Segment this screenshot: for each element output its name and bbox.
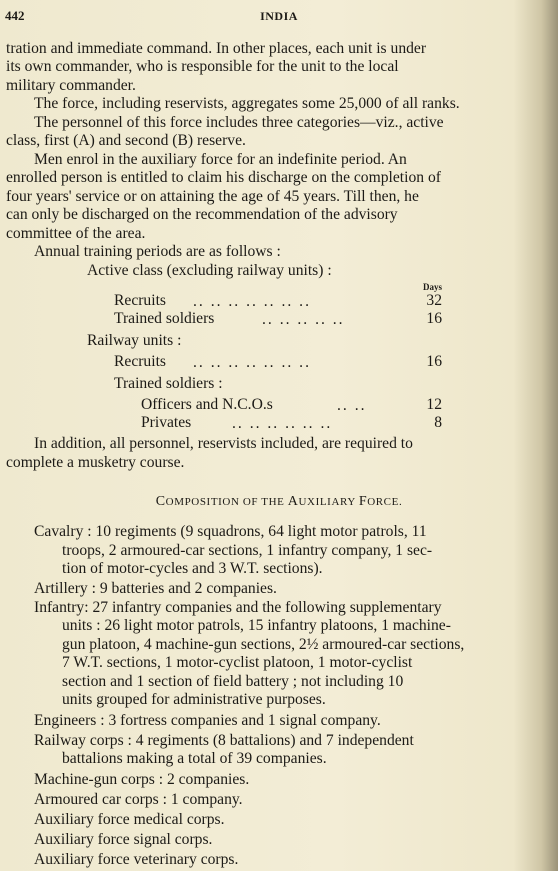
cavalry-line-1: Cavalry : 10 regiments (9 squadrons, 64 light motor patrols, 11: [34, 523, 427, 540]
infantry-line-2: units : 26 light motor patrols, 15 infantry platoons, 1 machine-: [62, 617, 451, 634]
enrol-line-1: Men enrol in the auxiliary force for an indefinite period. An: [34, 151, 407, 168]
active-trained-days: 16: [426, 310, 442, 327]
cavalry-line-2: troops, 2 armoured-car sections, 1 infantry company, 1 sec-: [62, 542, 433, 559]
officers-days: 12: [426, 396, 442, 413]
armoured-car-entry: Armoured car corps : 1 company.: [34, 791, 243, 808]
privates-dots: .. .. .. .. .. ..: [232, 415, 333, 432]
active-recruits-dots: .. .. .. .. .. .. ..: [193, 293, 311, 310]
machine-gun-entry: Machine-gun corps : 2 companies.: [34, 771, 250, 788]
railway-recruits-dots: .. .. .. .. .. .. ..: [193, 354, 311, 371]
artillery-entry: Artillery : 9 batteries and 2 companies.: [34, 580, 277, 597]
active-trained-label: Trained soldiers: [114, 310, 215, 327]
musketry-line-1: In addition, all personnel, reservists included, are required to: [34, 435, 413, 452]
privates-label: Privates: [141, 414, 192, 431]
enrol-line-2: enrolled person is entitled to claim his discharge on the completion of: [6, 169, 441, 186]
training-intro: Annual training periods are as follows :: [34, 243, 281, 260]
intro-line-1: tration and immediate command. In other places, each unit is under: [6, 40, 427, 57]
active-trained-dots: .. .. .. .. ..: [262, 311, 345, 328]
active-recruits-days: 32: [426, 292, 442, 309]
musketry-line-2: complete a musketry course.: [6, 454, 185, 471]
composition-heading: COMPOSITION OF THE AUXILIARY FORCE.: [155, 494, 403, 509]
railway-corps-line-2: battalions making a total of 39 companies.: [62, 750, 327, 767]
privates-days: 8: [434, 414, 442, 431]
running-title: INDIA: [260, 9, 298, 23]
veterinary-corps-entry: Auxiliary force veterinary corps.: [34, 851, 239, 868]
infantry-line-1: Infantry: 27 infantry companies and the following supplementary: [34, 599, 442, 616]
officers-dots: .. ..: [337, 397, 367, 414]
infantry-line-6: units grouped for administrative purposes.: [62, 691, 326, 708]
railway-units-heading: Railway units :: [87, 332, 182, 349]
enrol-line-3: four years' service or on attaining the age of 45 years. Till then, he: [6, 188, 419, 205]
intro-line-2: its own commander, who is responsible for the unit to the local: [6, 58, 399, 75]
personnel-line-1: The personnel of this force includes three categories—viz., active: [34, 114, 444, 131]
force-paragraph: The force, including reservists, aggregates some 25,000 of all ranks.: [34, 95, 460, 112]
officers-label: Officers and N.C.O.s: [141, 396, 273, 413]
railway-recruits-label: Recruits: [114, 353, 166, 370]
infantry-line-4: 7 W.T. sections, 1 motor-cyclist platoon, 1 motor-cyclist: [62, 654, 413, 671]
railway-trained-heading: Trained soldiers :: [114, 375, 223, 392]
railway-corps-line-1: Railway corps : 4 regiments (8 battalions) and 7 independent: [34, 732, 414, 749]
railway-recruits-days: 16: [426, 353, 442, 370]
signal-corps-entry: Auxiliary force signal corps.: [34, 831, 213, 848]
enrol-line-4: can only be discharged on the recommendation of the advisory: [6, 206, 398, 223]
active-recruits-label: Recruits: [114, 292, 166, 309]
infantry-line-3: gun platoon, 4 machine-gun sections, 2½ armoured-car sections,: [62, 636, 465, 653]
cavalry-line-3: tion of motor-cycles and 3 W.T. sections).: [62, 560, 323, 577]
medical-corps-entry: Auxiliary force medical corps.: [34, 811, 225, 828]
infantry-line-5: section and 1 section of field battery ; not including 10: [62, 673, 404, 690]
enrol-line-5: committee of the area.: [6, 225, 146, 242]
intro-line-3: military commander.: [6, 77, 136, 94]
active-class-heading: Active class (excluding railway units) :: [87, 262, 332, 279]
engineers-entry: Engineers : 3 fortress companies and 1 signal company.: [34, 712, 381, 729]
days-column-header: Days: [423, 282, 443, 292]
page-number: 442: [5, 8, 25, 23]
personnel-line-2: class, first (A) and second (B) reserve.: [6, 132, 246, 149]
